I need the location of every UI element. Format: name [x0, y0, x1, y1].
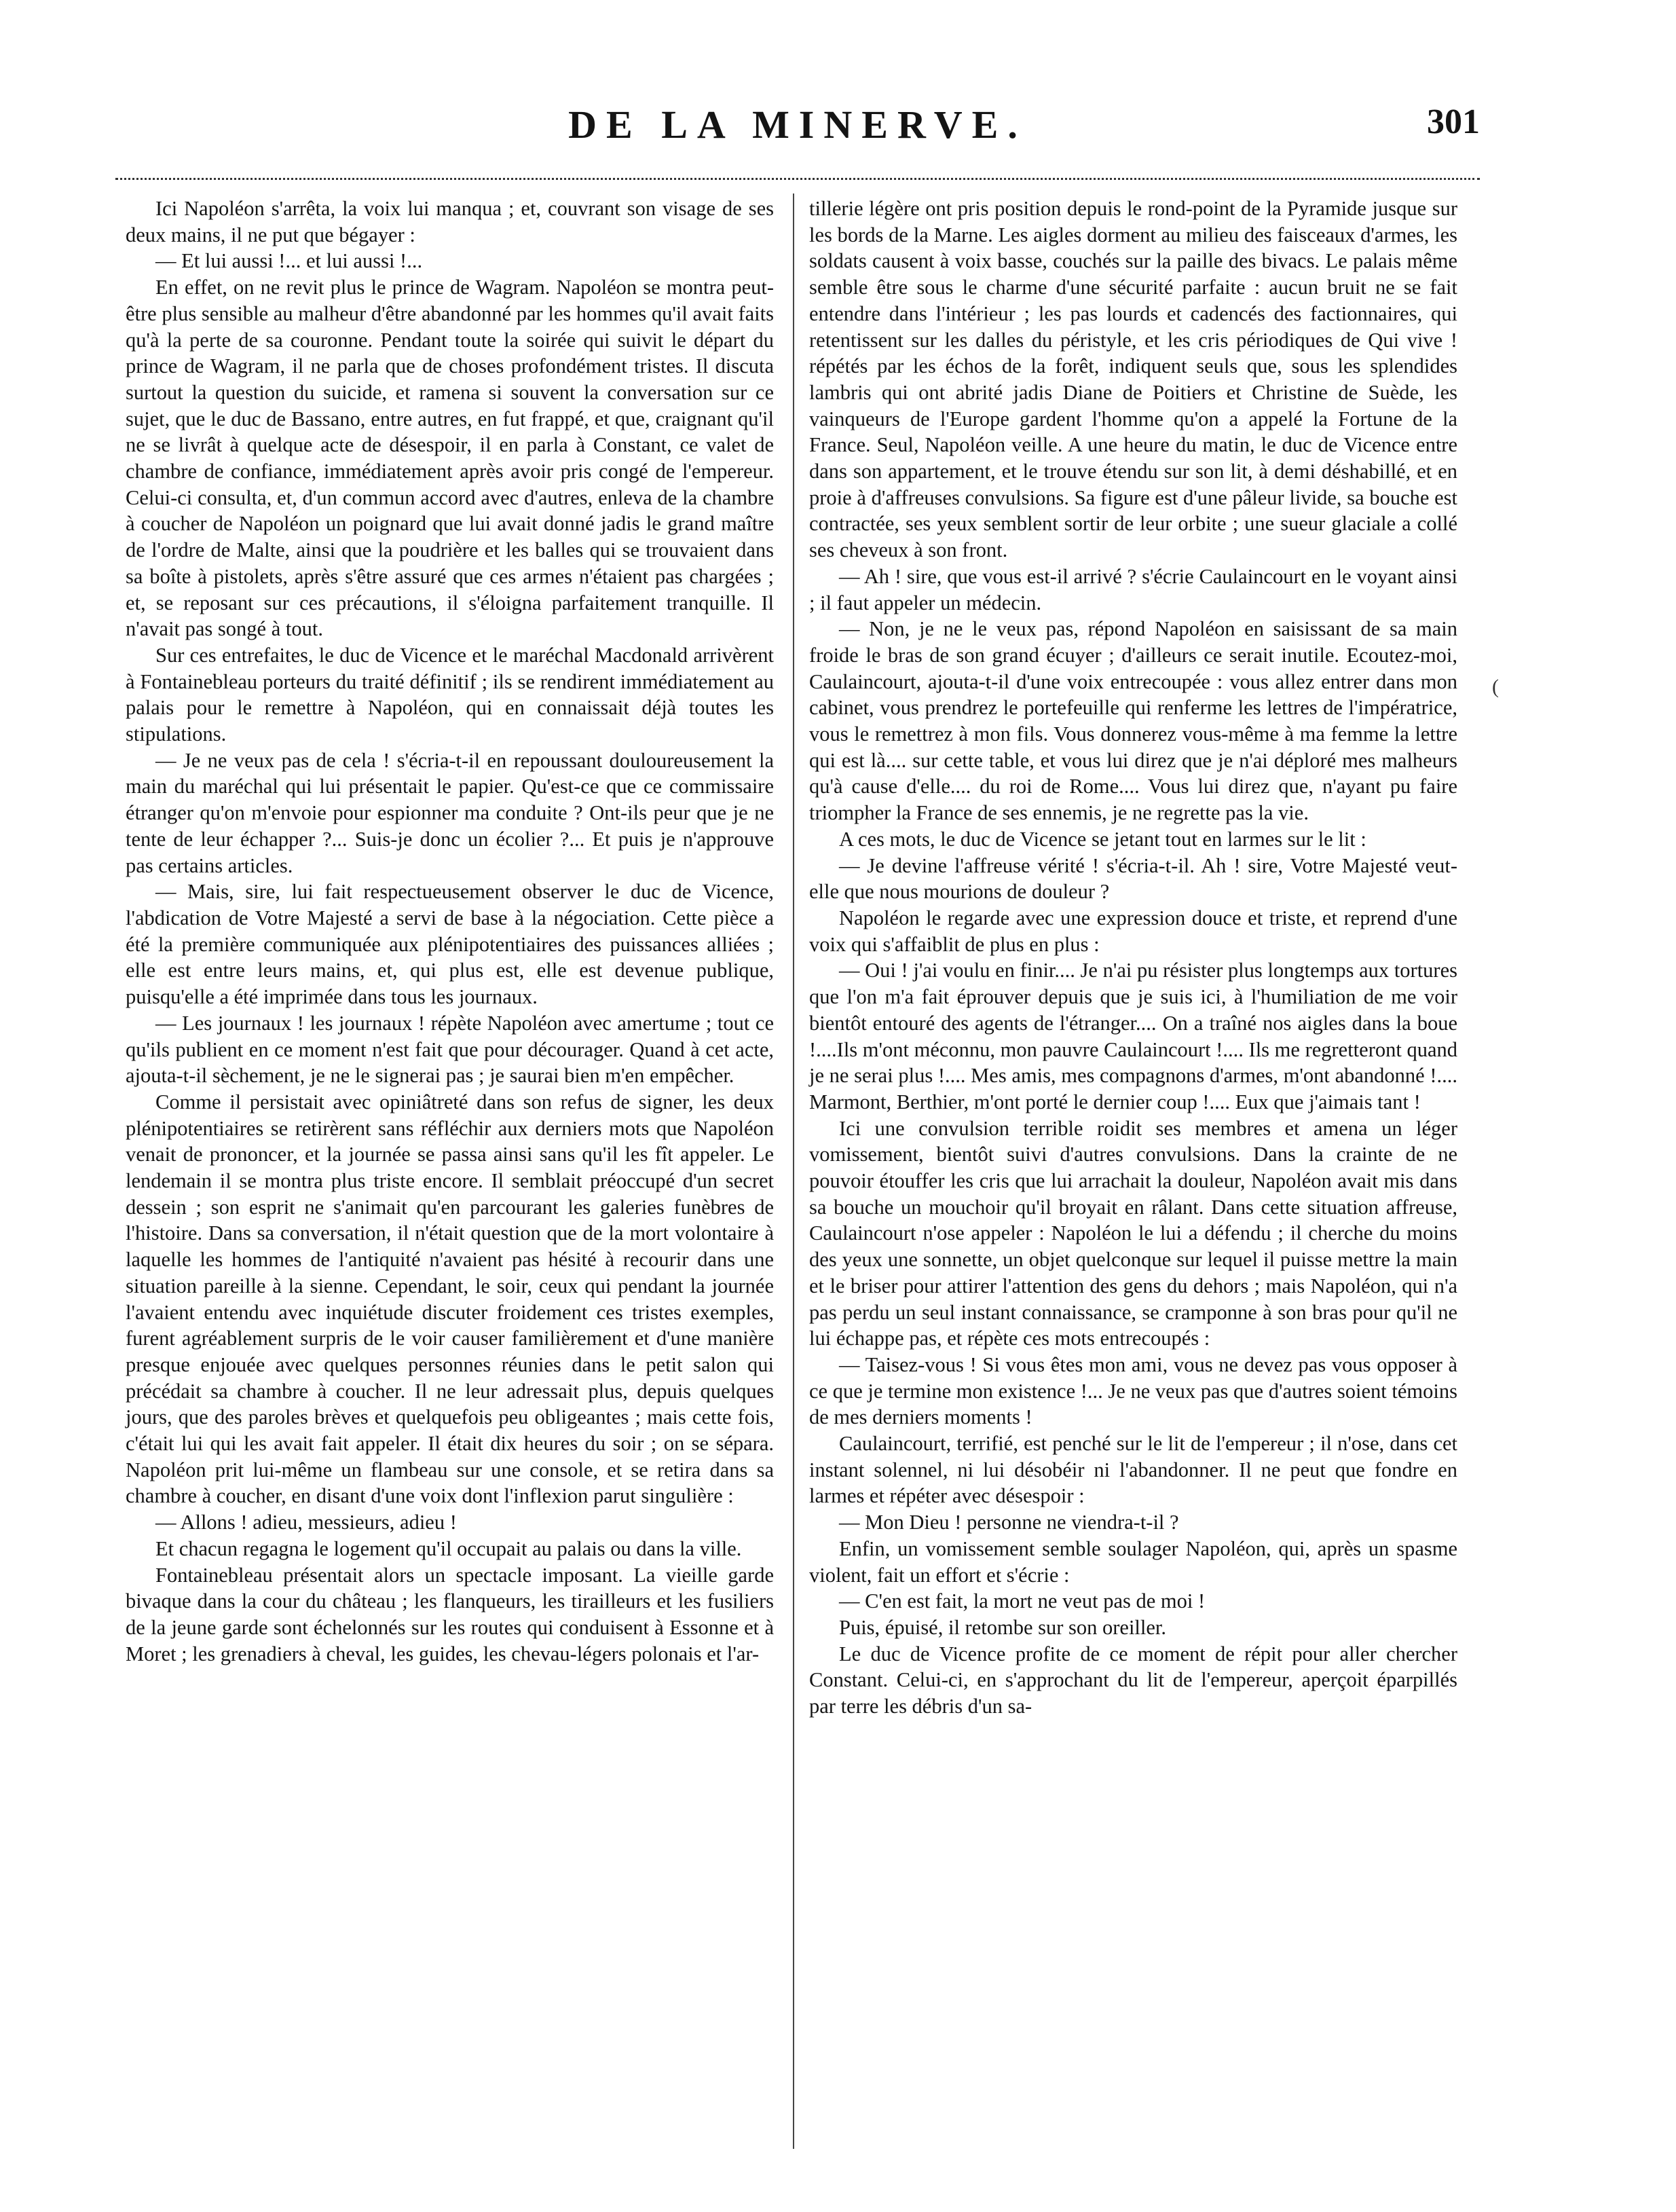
- paragraph: En effet, on ne revit plus le prince de Wagram. Napoléon se montra peut-être plus sensible au malheur d'être abandonné par les hommes qu'il avait faits qu'à la perte de sa couronne. Pendant toute la soirée qui suivit le départ du prince de Wagram, il ne parla que de choses profondément tristes. Il discuta surtout la question du suicide, et ramena si souvent la conversation sur ce sujet, que le duc de Bassano, entre autres, en fut frappé, et que, craignant qu'il ne se livrât à quelque acte de désespoir, il en parla à Constant, ce valet de chambre de confiance, immédiatement après avoir pris congé de l'empereur. Celui-ci consulta, et, d'un commun accord avec d'autres, enleva de la chambre à coucher de Napoléon un poignard que lui avait donné jadis le grand maître de l'ordre de Malte, ainsi que la poudrière et les balles qui se trouvaient dans sa boîte à pistolets, après s'être assuré que ces armes n'étaient pas chargées ; et, se reposant sur ces précautions, il s'éloigna parfaitement tranquille. Il n'avait pas songé à tout.: [126, 276, 774, 641]
- paragraph: Comme il persistait avec opiniâtreté dans son refus de signer, les deux plénipotentiaires se retirèrent sans réfléchir aux derniers mots que Napoléon venait de prononcer, et la journée se passa ainsi sans qu'il les fît appeler. Le lendemain il se montra plus triste encore. Il semblait préoccupé d'un secret dessein ; son esprit ne s'animait qu'en parcourant les galeries funèbres de l'histoire. Dans sa conversation, il n'était question que de la mort volontaire à laquelle les hommes de l'antiquité n'avaient pas hésité à recourir dans une situation pareille à la sienne. Cependant, le soir, ceux qui pendant la journée l'avaient entendu avec inquiétude discuter froidement ces tristes exemples, furent agréablement surpris de le voir causer familièrement et d'une manière presque enjouée avec quelques personnes réunies dans le petit salon qui précédait sa chambre à coucher. Il ne leur adressait plus, depuis quelques jours, que des paroles brèves et quelquefois peu obligeantes ; mais cette fois, c'était lui qui les avait fait appeler. Il était dix heures du soir ; on se sépara. Napoléon prit lui-même un flambeau sur une console, et se retira dans sa chambre à coucher, en disant d'une voix dont l'inflexion parut singulière :: [126, 1090, 774, 1508]
- paragraph: — Je ne veux pas de cela ! s'écria-t-il en repoussant douloureusement la main du maréchal qui lui présentait le papier. Qu'est-ce que ce commissaire étranger qu'on m'envoie pour espionner ma conduite ? Ont-ils peur que je ne tente de leur échapper ?... Suis-je donc un écolier ?... Et puis je n'approuve pas certains articles.: [126, 748, 774, 877]
- paragraph: Ici une convulsion terrible roidit ses membres et amena un léger vomissement, bientôt suivi d'autres convulsions. Dans la crainte de ne pouvoir étouffer les cris que lui arrachait la douleur, Napoléon avait mis dans sa bouche un mouchoir qu'il broyait en râlant. Dans cette situation affreuse, Caulaincourt n'ose appeler : Napoléon le lui a défendu ; il cherche du moins des yeux une sonnette, un objet quelconque sur lequel il puisse mettre la main et le briser pour attirer l'attention des gens du dehors ; mais Napoléon, qui n'a pas perdu un seul instant connaissance, se cramponne à son bras pour qu'il ne lui échappe pas, et répète ces mots entrecoupés :: [809, 1116, 1457, 1350]
- paragraph: Puis, épuisé, il retombe sur son oreiller.: [839, 1615, 1166, 1639]
- paragraph: — Oui ! j'ai voulu en finir.... Je n'ai pu résister plus longtemps aux tortures que l'on m'a fait éprouver depuis que je suis ici, à l'humiliation de me voir bientôt entouré des agents de l'étranger.... On a traîné nos aigles dans la boue !....Ils m'ont méconnu, mon pauvre Caulaincourt !.... Ils me regretteront quand je ne serai plus !.... Mes amis, mes compagnons d'armes, m'ont abandonné !.... Marmont, Berthier, m'ont porté le dernier coup !.... Eux que j'aimais tant !: [809, 959, 1457, 1113]
- paragraph: — Je devine l'affreuse vérité ! s'écria-t-il. Ah ! sire, Votre Majesté veut-elle que nous mourions de douleur ?: [809, 853, 1457, 904]
- paragraph: Et chacun regagna le logement qu'il occupait au palais ou dans la ville.: [155, 1536, 742, 1560]
- paragraph: — Non, je ne le veux pas, répond Napoléon en saisissant de sa main froide le bras de son grand écuyer ; d'ailleurs ce serait inutile. Ecoutez-moi, Caulaincourt, ajouta-t-il d'une voix entrecoupée : vous allez entrer dans mon cabinet, vous prendrez le portefeuille qui renferme les lettres de l'impératrice, vous le remettrez à mon fils. Vous donnerez vous-même à ma femme la lettre qui est là.... sur cette table, et vous lui direz que je n'ai déploré mes malheurs qu'à cause d'elle.... du roi de Rome.... Vous lui direz que, n'ayant pu faire triompher la France de ses ennemis, je ne regrette pas la vie.: [809, 617, 1457, 825]
- paragraph: — Mais, sire, lui fait respectueusement observer le duc de Vicence, l'abdication de Votre Majesté a servi de base à la négociation. Cette pièce a été la première communiquée aux plénipotentiaires des puissances alliées ; elle est entre leurs mains, et, qui plus est, elle est devenue publique, puisqu'elle a été imprimée dans tous les journaux.: [126, 880, 774, 1009]
- column-divider: [793, 193, 794, 2149]
- paragraph: Ici Napoléon s'arrêta, la voix lui manqua ; et, couvrant son visage de ses deux mains, il ne put que bégayer :: [126, 197, 774, 246]
- paragraph: A ces mots, le duc de Vicence se jetant tout en larmes sur le lit :: [839, 827, 1366, 851]
- paragraph: — Taisez-vous ! Si vous êtes mon ami, vous ne devez pas vous opposer à ce que je termine mon existence !... Je ne veux pas que d'autres soient témoins de mes derniers moments !: [809, 1352, 1457, 1429]
- paragraph: Fontainebleau présentait alors un spectacle imposant. La vieille garde bivaque dans la cour du château ; les flanqueurs, les tirailleurs et les fusiliers de la jeune garde sont échelonnés sur les routes qui conduisent à Essonne et à Moret ; les grenadiers à cheval, les guides, les chevau-légers polonais et l'ar-: [126, 1563, 774, 1665]
- header-rule: [115, 178, 1480, 180]
- paragraph: — Allons ! adieu, messieurs, adieu !: [155, 1511, 457, 1534]
- page-number: 301: [1427, 103, 1480, 141]
- running-head: DE LA MINERVE.: [568, 103, 1027, 147]
- paragraph: tillerie légère ont pris position depuis le rond-point de la Pyramide jusque sur les bords de la Marne. Les aigles dorment au milieu des faisceaux d'armes, les soldats causent à voix basse, couchés sur la paille des bivacs. Le palais même semble être sous le charme d'une sécurité parfaite : aucun bruit ne se fait entendre dans l'intérieur ; les pas lourds et cadencés des factionnaires, qui retentissent sur les dalles du péristyle, et les cris périodiques de Qui vive ! répétés par les échos de la forêt, indiquent seuls que, sous les splendides lambris qui ont abrité jadis Diane de Poitiers et Christine de Suède, les vainqueurs de l'Europe gardent l'homme qu'on a appelé la Fortune de la France. Seul, Napoléon veille. A une heure du matin, le duc de Vicence entre dans son appartement, et le trouve étendu sur son lit, à demi déshabillé, et en proie à d'affreuses convulsions. Sa figure est d'une pâleur livide, sa bouche est contractée, ses yeux semblent sortir de leur orbite ; une sueur glaciale a collé ses cheveux à son front.: [809, 197, 1457, 562]
- paragraph: — Ah ! sire, que vous est-il arrivé ? s'écrie Caulaincourt en le voyant ainsi ; il faut appeler un médecin.: [809, 564, 1457, 614]
- paragraph: Enfin, un vomissement semble soulager Napoléon, qui, après un spasme violent, fait un effort et s'écrie :: [809, 1536, 1457, 1587]
- paragraph: — C'en est fait, la mort ne veut pas de moi !: [839, 1589, 1206, 1613]
- paragraph: Sur ces entrefaites, le duc de Vicence et le maréchal Macdonald arrivèrent à Fontainebleau porteurs du traité définitif ; ils se rendirent immédiatement au palais pour le remettre à Napoléon, qui en connaissait déjà toutes les stipulations.: [126, 643, 774, 746]
- paragraph: Napoléon le regarde avec une expression douce et triste, et reprend d'une voix qui s'affaiblit de plus en plus :: [809, 906, 1457, 956]
- left-column: [126, 196, 774, 1667]
- margin-mark: (: [1492, 676, 1499, 698]
- paragraph: Le duc de Vicence profite de ce moment de répit pour aller chercher Constant. Celui-ci, en s'approchant du lit de l'empereur, aperçoit éparpillés par terre les débris d'un sa-: [809, 1642, 1457, 1718]
- paragraph: — Et lui aussi !... et lui aussi !...: [155, 249, 423, 273]
- paragraph: — Mon Dieu ! personne ne viendra-t-il ?: [839, 1511, 1179, 1534]
- page-header: [115, 102, 1480, 183]
- paragraph: Caulaincourt, terrifié, est penché sur le lit de l'empereur ; il n'ose, dans cet instant solennel, ni lui désobéir ni l'abandonner. Il ne peut que fondre en larmes et répéter avec désespoir :: [809, 1432, 1457, 1508]
- paragraph: — Les journaux ! les journaux ! répète Napoléon avec amertume ; tout ce qu'ils publient en ce moment n'est fait que pour décourager. Quand à cet acte, ajouta-t-il sèchement, je ne le signerai pas ; je saurai bien m'en empêcher.: [126, 1011, 774, 1088]
- right-column: [809, 196, 1457, 1720]
